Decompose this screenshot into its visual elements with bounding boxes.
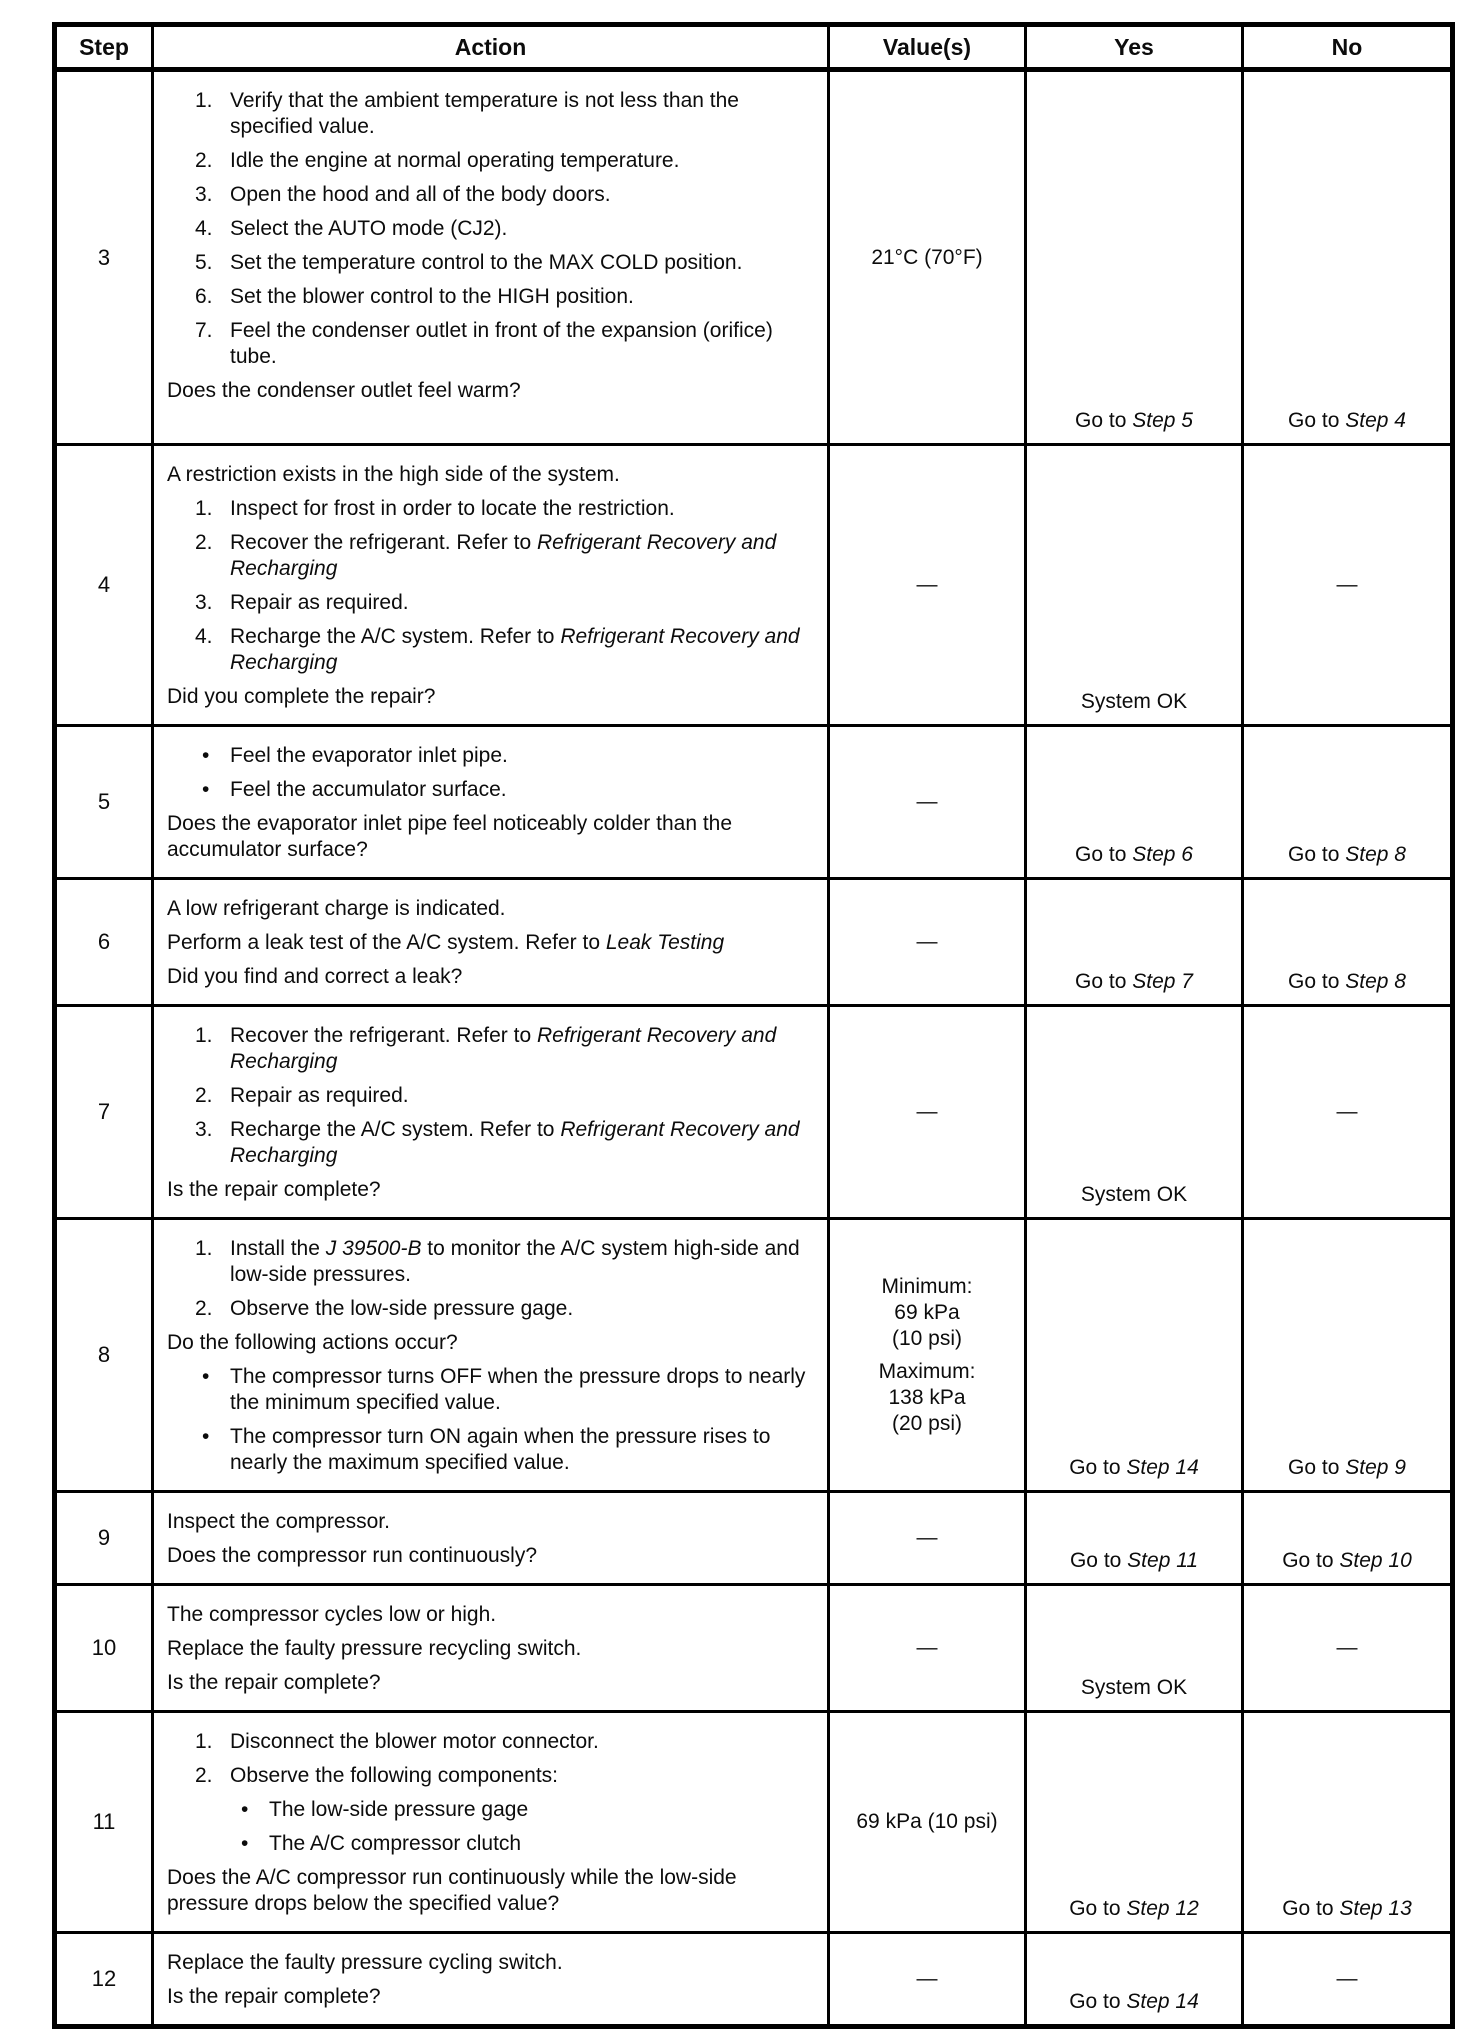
text: Open the hood and all of the body doors.: [230, 183, 611, 206]
values-cell: [829, 1585, 1026, 1712]
value-line: —: [916, 1636, 938, 1659]
values-cell: [829, 1219, 1026, 1492]
action-cell: [153, 1933, 829, 2027]
text: Disconnect the blower motor connector.: [230, 1730, 599, 1753]
action-line: [162, 1602, 813, 1628]
step-number-cell: 11: [55, 1712, 153, 1933]
step-number-cell: 12: [55, 1933, 153, 2027]
list-number: 3.: [195, 1118, 213, 1141]
action-line: [162, 1083, 813, 1109]
text: Go to: [1069, 1456, 1127, 1479]
text: Go to: [1288, 970, 1346, 993]
text: Inspect for frost in order to locate the restriction.: [230, 497, 675, 520]
action-line: [162, 1763, 813, 1789]
action-line: [162, 1865, 813, 1917]
action-line: [162, 684, 813, 710]
text: Repair as required.: [230, 1084, 409, 1107]
action-cell: [153, 1006, 829, 1219]
no-cell: [1243, 1492, 1453, 1585]
italic-text: Step 8: [1345, 970, 1406, 993]
list-number: 1.: [195, 1730, 213, 1753]
value-line: Maximum:: [878, 1359, 976, 1383]
action-line: [162, 1831, 813, 1857]
italic-text: Step 8: [1345, 843, 1406, 866]
action-line: [162, 1984, 813, 2010]
text: Repair as required.: [230, 591, 409, 614]
step-number-cell: 5: [55, 726, 153, 879]
action-line: [162, 1177, 813, 1203]
list-number: 3.: [195, 183, 213, 206]
text: A low refrigerant charge is indicated.: [167, 897, 506, 920]
value-line: —: [916, 1967, 938, 1990]
action-line: [162, 378, 813, 404]
yes-cell: [1026, 1219, 1243, 1492]
yes-cell: [1026, 445, 1243, 726]
value-block: [836, 1809, 1018, 1835]
italic-text: Step 10: [1339, 1549, 1412, 1572]
col-header-action: Action: [153, 25, 829, 70]
text: Go to: [1069, 1990, 1127, 2013]
italic-text: Step 11: [1127, 1549, 1199, 1572]
yes-cell: [1026, 1006, 1243, 1219]
action-cell: [153, 1219, 829, 1492]
text: Select the AUTO mode (CJ2).: [230, 217, 508, 240]
italic-text: Refrigerant Recovery and Recharging: [230, 1024, 777, 1073]
list-number: 2.: [195, 1764, 213, 1787]
list-number: 3.: [195, 591, 213, 614]
action-line: [162, 216, 813, 242]
action-line: [162, 1117, 813, 1169]
yes-cell: [1026, 1933, 1243, 2027]
value-block: [836, 1274, 1018, 1352]
text: The compressor turn ON again when the pressure rises to nearly the maximum specified value.: [230, 1425, 771, 1474]
text: Set the temperature control to the MAX COLD position.: [230, 251, 743, 274]
text: Does the condenser outlet feel warm?: [167, 379, 521, 402]
yes-cell: [1026, 1492, 1243, 1585]
value-block: [836, 1525, 1018, 1551]
list-number: 1.: [195, 1024, 213, 1047]
value-block: [836, 572, 1018, 598]
text: Is the repair complete?: [167, 1178, 381, 1201]
values-cell: [829, 1492, 1026, 1585]
value-block: [836, 789, 1018, 815]
values-cell: [829, 445, 1026, 726]
action-line: [162, 777, 813, 803]
step-number-cell: 8: [55, 1219, 153, 1492]
action-line: [162, 1330, 813, 1356]
text: —: [1336, 1967, 1358, 1990]
table-row: [55, 1585, 1453, 1712]
step-number-cell: 10: [55, 1585, 153, 1712]
action-line: [162, 88, 813, 140]
value-line: (10 psi): [891, 1326, 963, 1350]
values-cell: [829, 726, 1026, 879]
text: Replace the faulty pressure recycling switch.: [167, 1637, 582, 1660]
action-cell: [153, 445, 829, 726]
action-line: [162, 1670, 813, 1696]
value-line: —: [916, 790, 938, 813]
italic-text: Step 7: [1132, 970, 1193, 993]
text: Feel the accumulator surface.: [230, 778, 507, 801]
list-number: 1.: [195, 1237, 213, 1260]
text: Go to: [1288, 843, 1346, 866]
text: A restriction exists in the high side of the system.: [167, 463, 620, 486]
bullet-marker: •: [202, 778, 210, 801]
no-cell: [1243, 1006, 1453, 1219]
action-line: [162, 964, 813, 990]
italic-text: J 39500-B: [325, 1237, 422, 1260]
yes-cell: [1026, 879, 1243, 1006]
text: Recharge the A/C system. Refer to: [230, 1118, 561, 1141]
list-number: 2.: [195, 1084, 213, 1107]
text: —: [1336, 573, 1358, 596]
italic-text: Step 14: [1126, 1456, 1199, 1479]
list-number: 4.: [195, 625, 213, 648]
step-number-cell: 9: [55, 1492, 153, 1585]
table-row: [55, 1933, 1453, 2027]
step-number-cell: 4: [55, 445, 153, 726]
yes-cell: [1026, 726, 1243, 879]
text: Go to: [1075, 970, 1133, 993]
value-line: —: [916, 1100, 938, 1123]
action-line: [162, 496, 813, 522]
text: Did you complete the repair?: [167, 685, 436, 708]
no-cell: [1243, 1585, 1453, 1712]
table-row: [55, 1712, 1453, 1933]
table-row: [55, 1492, 1453, 1585]
action-line: [162, 1543, 813, 1569]
action-line: [162, 530, 813, 582]
value-line: —: [916, 930, 938, 953]
value-line: (20 psi): [891, 1411, 963, 1435]
yes-cell: [1026, 70, 1243, 445]
action-cell: [153, 1712, 829, 1933]
no-cell: [1243, 1712, 1453, 1933]
no-cell: [1243, 726, 1453, 879]
table-row: [55, 879, 1453, 1006]
italic-text: Leak Testing: [605, 931, 725, 954]
value-block: [836, 1635, 1018, 1661]
action-line: [162, 1797, 813, 1823]
action-line: [162, 1424, 813, 1476]
values-cell: [829, 1933, 1026, 2027]
value-line: —: [916, 573, 938, 596]
value-block: [836, 1966, 1018, 1992]
text: Go to: [1282, 1897, 1340, 1920]
text: The low-side pressure gage: [269, 1798, 529, 1821]
value-block: [836, 1099, 1018, 1125]
no-cell: [1243, 1219, 1453, 1492]
values-cell: [829, 879, 1026, 1006]
no-cell: [1243, 1933, 1453, 2027]
text: Recharge the A/C system. Refer to: [230, 625, 561, 648]
no-cell: [1243, 879, 1453, 1006]
action-line: [162, 318, 813, 370]
text: Did you find and correct a leak?: [167, 965, 463, 988]
header-row: [55, 25, 1453, 70]
values-cell: [829, 1006, 1026, 1219]
action-line: [162, 743, 813, 769]
italic-text: Step 13: [1339, 1897, 1412, 1920]
list-number: 4.: [195, 217, 213, 240]
value-block: [836, 929, 1018, 955]
action-line: [162, 148, 813, 174]
bullet-marker: •: [202, 744, 210, 767]
text: Does the A/C compressor run continuously while the low-side pressure drops below the specified value?: [167, 1866, 737, 1915]
text: Observe the following components:: [230, 1764, 559, 1787]
table-row: [55, 726, 1453, 879]
list-number: 2.: [195, 149, 213, 172]
list-number: 7.: [195, 319, 213, 342]
values-cell: [829, 70, 1026, 445]
list-number: 5.: [195, 251, 213, 274]
list-number: 2.: [195, 1297, 213, 1320]
list-number: 2.: [195, 531, 213, 554]
text: Do the following actions occur?: [167, 1331, 458, 1354]
action-line: [162, 1023, 813, 1075]
table-row: [55, 445, 1453, 726]
action-line: [162, 896, 813, 922]
value-block: [836, 1359, 1018, 1437]
italic-text: Refrigerant Recovery and Recharging: [230, 531, 777, 580]
action-line: [162, 1364, 813, 1416]
italic-text: Step 12: [1126, 1897, 1199, 1920]
list-number: 6.: [195, 285, 213, 308]
action-line: [162, 1636, 813, 1662]
table-row: [55, 1006, 1453, 1219]
diagnostic-table: [52, 22, 1455, 2029]
text: —: [1336, 1100, 1358, 1123]
bullet-marker: •: [202, 1425, 210, 1448]
text: Go to: [1075, 409, 1133, 432]
no-cell: [1243, 70, 1453, 445]
text: The compressor cycles low or high.: [167, 1603, 497, 1626]
text: Go to: [1288, 1456, 1346, 1479]
values-cell: [829, 1712, 1026, 1933]
step-number-cell: 7: [55, 1006, 153, 1219]
text: System OK: [1080, 1676, 1188, 1699]
table-body: [55, 70, 1453, 2027]
text: Go to: [1069, 1549, 1128, 1572]
bullet-marker: •: [241, 1832, 249, 1855]
step-number-cell: 6: [55, 879, 153, 1006]
text: Is the repair complete?: [167, 1671, 381, 1694]
value-line: Minimum:: [881, 1274, 973, 1298]
action-cell: [153, 1492, 829, 1585]
text: Perform a leak test of the A/C system. Refer to: [167, 931, 606, 954]
action-line: [162, 590, 813, 616]
action-line: [162, 624, 813, 676]
yes-cell: [1026, 1585, 1243, 1712]
text: Go to: [1069, 1897, 1127, 1920]
text: System OK: [1080, 1183, 1188, 1206]
italic-text: Refrigerant Recovery and Recharging: [230, 625, 800, 674]
table-row: [55, 1219, 1453, 1492]
no-cell: [1243, 445, 1453, 726]
text: Idle the engine at normal operating temperature.: [230, 149, 680, 172]
action-line: [162, 1729, 813, 1755]
action-line: [162, 811, 813, 863]
text: System OK: [1080, 690, 1188, 713]
text: Replace the faulty pressure cycling switch.: [167, 1951, 563, 1974]
value-line: 21°C (70°F): [871, 245, 983, 269]
text: —: [1336, 1636, 1358, 1659]
action-line: [162, 284, 813, 310]
italic-text: Step 6: [1132, 843, 1193, 866]
text: Go to: [1282, 1549, 1340, 1572]
value-line: 69 kPa (10 psi): [856, 1810, 998, 1833]
italic-text: Step 5: [1132, 409, 1193, 432]
italic-text: Step 4: [1345, 409, 1406, 432]
table-header: [55, 25, 1453, 70]
value-block: [836, 245, 1018, 271]
action-line: [162, 1950, 813, 1976]
action-line: [162, 1509, 813, 1535]
text: Inspect the compressor.: [167, 1510, 390, 1533]
step-number-cell: 3: [55, 70, 153, 445]
action-line: [162, 1296, 813, 1322]
yes-cell: [1026, 1712, 1243, 1933]
list-number: 1.: [195, 89, 213, 112]
value-line: 138 kPa: [888, 1385, 966, 1409]
action-cell: [153, 726, 829, 879]
italic-text: Step 9: [1345, 1456, 1406, 1479]
table-row: [55, 70, 1453, 445]
action-line: [162, 250, 813, 276]
text: Is the repair complete?: [167, 1985, 381, 2008]
text: Feel the evaporator inlet pipe.: [230, 744, 508, 767]
bullet-marker: •: [202, 1365, 210, 1388]
bullet-marker: •: [241, 1798, 249, 1821]
text: Verify that the ambient temperature is not less than the specified value.: [230, 89, 739, 138]
action-cell: [153, 1585, 829, 1712]
text: Recover the refrigerant. Refer to: [230, 1024, 537, 1047]
action-line: [162, 462, 813, 488]
value-line: —: [916, 1526, 938, 1549]
text: Does the compressor run continuously?: [167, 1544, 538, 1567]
text: Feel the condenser outlet in front of the expansion (orifice) tube.: [230, 319, 773, 368]
col-header-values: Value(s): [829, 25, 1026, 70]
text: Go to: [1075, 843, 1133, 866]
action-cell: [153, 879, 829, 1006]
text: Go to: [1288, 409, 1346, 432]
action-line: [162, 1236, 813, 1288]
value-line: 69 kPa: [894, 1300, 960, 1324]
italic-text: Refrigerant Recovery and Recharging: [230, 1118, 800, 1167]
italic-text: Step 14: [1126, 1990, 1199, 2013]
manual-page: [52, 22, 1450, 2029]
text: The A/C compressor clutch: [269, 1832, 522, 1855]
col-header-yes: Yes: [1026, 25, 1243, 70]
col-header-no: No: [1243, 25, 1453, 70]
action-cell: [153, 70, 829, 445]
text: to monitor the A/C system high-side and low-side pressures.: [230, 1237, 800, 1286]
action-line: [162, 182, 813, 208]
list-number: 1.: [195, 497, 213, 520]
action-line: [162, 930, 813, 956]
text: Set the blower control to the HIGH position.: [230, 285, 634, 308]
text: Does the evaporator inlet pipe feel noticeably colder than the accumulator surface?: [167, 812, 733, 861]
text: Install the: [230, 1237, 326, 1260]
col-header-step: Step: [55, 25, 153, 70]
text: Observe the low-side pressure gage.: [230, 1297, 574, 1320]
text: The compressor turns OFF when the pressure drops to nearly the minimum specified value.: [230, 1365, 806, 1414]
text: Recover the refrigerant. Refer to: [230, 531, 537, 554]
